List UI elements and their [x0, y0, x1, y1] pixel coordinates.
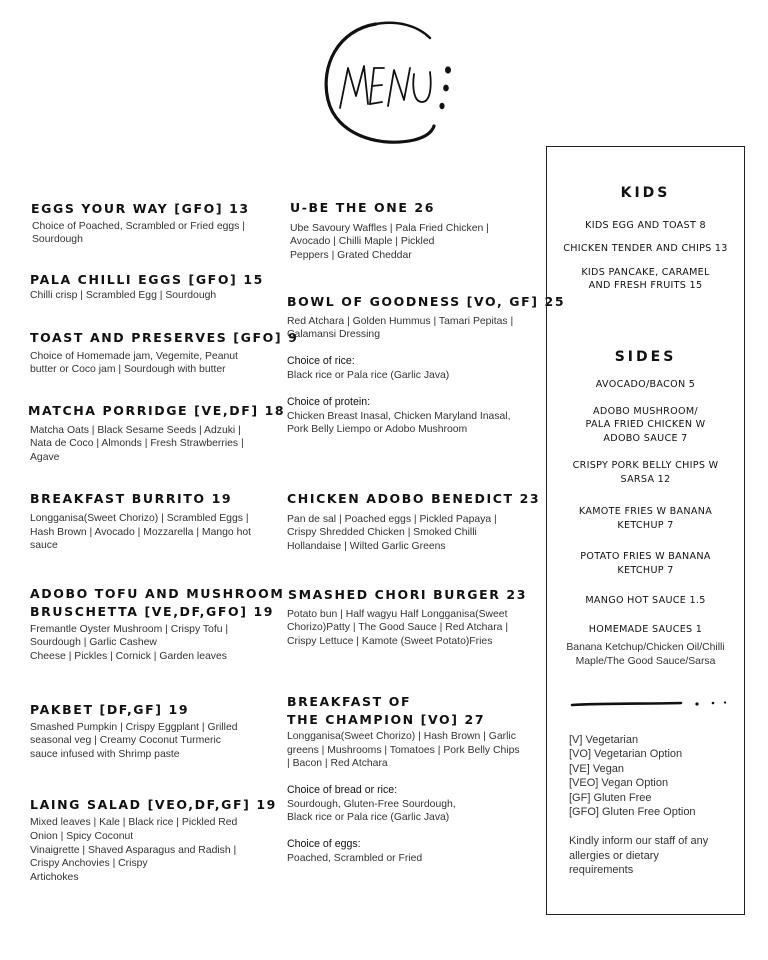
choice-options: Chicken Breast Inasal, Chicken Maryland Inasal,	[287, 411, 511, 422]
dish-title-line2: BRUSCHETTA [VE,DF,GFO] 19	[30, 604, 275, 619]
sides-item: CRISPY PORK BELLY CHIPS W	[572, 460, 719, 471]
dish-desc: | Bacon | Red Atchara	[287, 758, 388, 769]
dish-title: MATCHA PORRIDGE [VE,DF] 18	[28, 403, 286, 418]
dish-desc: Cheese | Pickles | Cornick | Garden leaves	[30, 651, 227, 662]
choice-options: Black rice or Pala rice (Garlic Java)	[287, 370, 450, 381]
dish-desc: sauce infused with Shrimp paste	[30, 749, 180, 760]
dish-desc: Fremantle Oyster Mushroom | Crispy Tofu |	[30, 624, 229, 635]
legend-item: [VEO] Vegan Option	[569, 777, 669, 789]
dish-title: LAING SALAD [VEO,DF,GF] 19	[30, 797, 277, 812]
sides-item: KAMOTE FRIES W BANANA	[578, 506, 713, 517]
dish-title: PALA CHILLI EGGS [GFO] 15	[30, 272, 264, 287]
choice-label: Choice of bread or rice:	[287, 784, 398, 796]
dish-desc: Calamansi Dressing	[287, 329, 380, 340]
dish-desc: Crispy Anchovies | Crispy	[30, 858, 148, 869]
choice-options: Poached, Scrambled or Fried	[287, 853, 423, 864]
dish-title: EGGS YOUR WAY [GFO] 13	[31, 201, 250, 216]
choice-label: Choice of rice:	[287, 355, 355, 367]
brush-divider	[567, 699, 727, 711]
kids-sides-panel	[546, 146, 745, 915]
sides-heading: SIDES	[614, 349, 677, 365]
dish-desc: Hollandaise | Wilted Garlic Greens	[287, 541, 446, 552]
dish-desc: Avocado | Chilli Maple | Pickled	[290, 236, 435, 247]
legend-item: [GF] Gluten Free	[569, 792, 652, 804]
dish-desc: Vinaigrette | Shaved Asparagus and Radish |	[30, 845, 237, 856]
choice-label: Choice of protein:	[287, 396, 371, 408]
dish-desc: Pan de sal | Poached eggs | Pickled Papaya |	[287, 514, 497, 525]
dish-desc: Chorizo)Patty | The Good Sauce | Red Atchara |	[287, 622, 509, 633]
sides-item: ADOBO SAUCE 7	[603, 433, 688, 444]
kids-item: CHICKEN TENDER AND CHIPS 13	[563, 243, 728, 254]
dish-desc: Red Atchara | Golden Hummus | Tamari Pepitas |	[287, 316, 514, 327]
dish-title: BOWL OF GOODNESS [VO, GF] 25	[287, 294, 566, 309]
sides-item: ADOBO MUSHROOM/	[593, 406, 698, 417]
allergy-note: allergies or dietary	[569, 850, 659, 862]
dish-title: PAKBET [DF,GF] 19	[30, 702, 190, 717]
dish-desc: Peppers | Grated Cheddar	[290, 250, 412, 261]
dish-desc: Potato bun | Half wagyu Half Longganisa(Sweet	[287, 609, 508, 620]
dish-desc: Chilli crisp | Scrambled Egg | Sourdough	[30, 290, 217, 301]
dish-desc: Sourdough	[32, 234, 83, 245]
legend-item: [V] Vegetarian	[569, 734, 639, 746]
dish-title: ADOBO TOFU AND MUSHROOM	[30, 586, 285, 601]
sides-item: SARSA 12	[620, 474, 671, 485]
dish-title: U-BE THE ONE 26	[290, 200, 436, 215]
dish-desc: Crispy Lettuce | Kamote (Sweet Potato)Fries	[287, 636, 493, 647]
sides-item: POTATO FRIES W BANANA	[580, 551, 711, 562]
dish-desc: Matcha Oats | Black Sesame Seeds | Adzuki |	[30, 425, 241, 436]
dish-title: BREAKFAST BURRITO 19	[30, 491, 233, 506]
allergy-note: requirements	[569, 864, 634, 876]
dish-desc: Crispy Shredded Chicken | Smoked Chilli	[287, 527, 477, 538]
dish-title: CHICKEN ADOBO BENEDICT 23	[287, 491, 541, 506]
choice-options: Sourdough, Gluten-Free Sourdough,	[287, 799, 456, 810]
dish-desc: Smashed Pumpkin | Crispy Eggplant | Grilled	[30, 722, 238, 733]
dish-desc: Agave	[30, 452, 60, 463]
dish-title: SMASHED CHORI BURGER 23	[288, 587, 528, 602]
dish-desc: Artichokes	[30, 872, 79, 883]
legend-item: [VE] Vegan	[569, 763, 625, 775]
dish-desc: Onion | Spicy Coconut	[30, 831, 134, 842]
dish-desc: Nata de Coco | Almonds | Fresh Strawberries |	[30, 438, 244, 449]
dish-desc: Longganisa(Sweet Chorizo) | Scrambled Eggs |	[30, 513, 249, 524]
sides-item: PALA FRIED CHICKEN W	[585, 419, 706, 430]
sides-item: HOMEMADE SAUCES 1	[588, 624, 703, 635]
dish-desc: Choice of Homemade jam, Vegemite, Peanut	[30, 351, 238, 362]
sauces-list: Maple/The Good Sauce/Sarsa	[575, 656, 716, 667]
dish-desc: Mixed leaves | Kale | Black rice | Pickled Red	[30, 817, 238, 828]
allergy-note: Kindly inform our staff of any	[569, 835, 709, 847]
dish-title: BREAKFAST OF	[287, 694, 412, 709]
dish-desc: Longganisa(Sweet Chorizo) | Hash Brown | Garlic	[287, 731, 516, 742]
dish-desc: butter or Coco jam | Sourdough with butter	[30, 364, 226, 375]
dish-desc: greens | Mushrooms | Tomatoes | Pork Belly Chips	[287, 745, 520, 756]
dish-title: TOAST AND PRESERVES [GFO] 9	[30, 330, 299, 345]
kids-item: KIDS PANCAKE, CARAMEL	[581, 267, 710, 278]
legend-item: [GFO] Gluten Free Option	[569, 806, 696, 818]
sides-item: AVOCADO/BACON 5	[595, 379, 696, 390]
sides-item: KETCHUP 7	[617, 565, 674, 576]
menu-logo	[318, 16, 458, 150]
sides-item: MANGO HOT SAUCE 1.5	[585, 595, 706, 606]
kids-item: AND FRESH FRUITS 15	[588, 280, 703, 291]
dish-desc: Hash Brown | Avocado | Mozzarella | Mango hot	[30, 527, 252, 538]
sides-item: KETCHUP 7	[617, 520, 674, 531]
legend-item: [VO] Vegetarian Option	[569, 748, 683, 760]
kids-item: KIDS EGG AND TOAST 8	[585, 220, 706, 231]
dish-desc: Choice of Poached, Scrambled or Fried eggs |	[32, 221, 245, 232]
dish-desc: sauce	[30, 540, 58, 551]
dish-desc: seasonal veg | Creamy Coconut Turmeric	[30, 735, 221, 746]
choice-options: Pork Belly Liempo or Adobo Mushroom	[287, 424, 468, 435]
sauces-list: Banana Ketchup/Chicken Oil/Chilli	[566, 642, 725, 653]
dish-title-line2: THE CHAMPION [VO] 27	[287, 712, 486, 727]
dish-desc: Ube Savoury Waffles | Pala Fried Chicken |	[290, 223, 489, 234]
kids-heading: KIDS	[620, 185, 671, 201]
choice-options: Black rice or Pala rice (Garlic Java)	[287, 812, 450, 823]
dish-desc: Sourdough | Garlic Cashew	[30, 637, 157, 648]
choice-label: Choice of eggs:	[287, 838, 361, 850]
